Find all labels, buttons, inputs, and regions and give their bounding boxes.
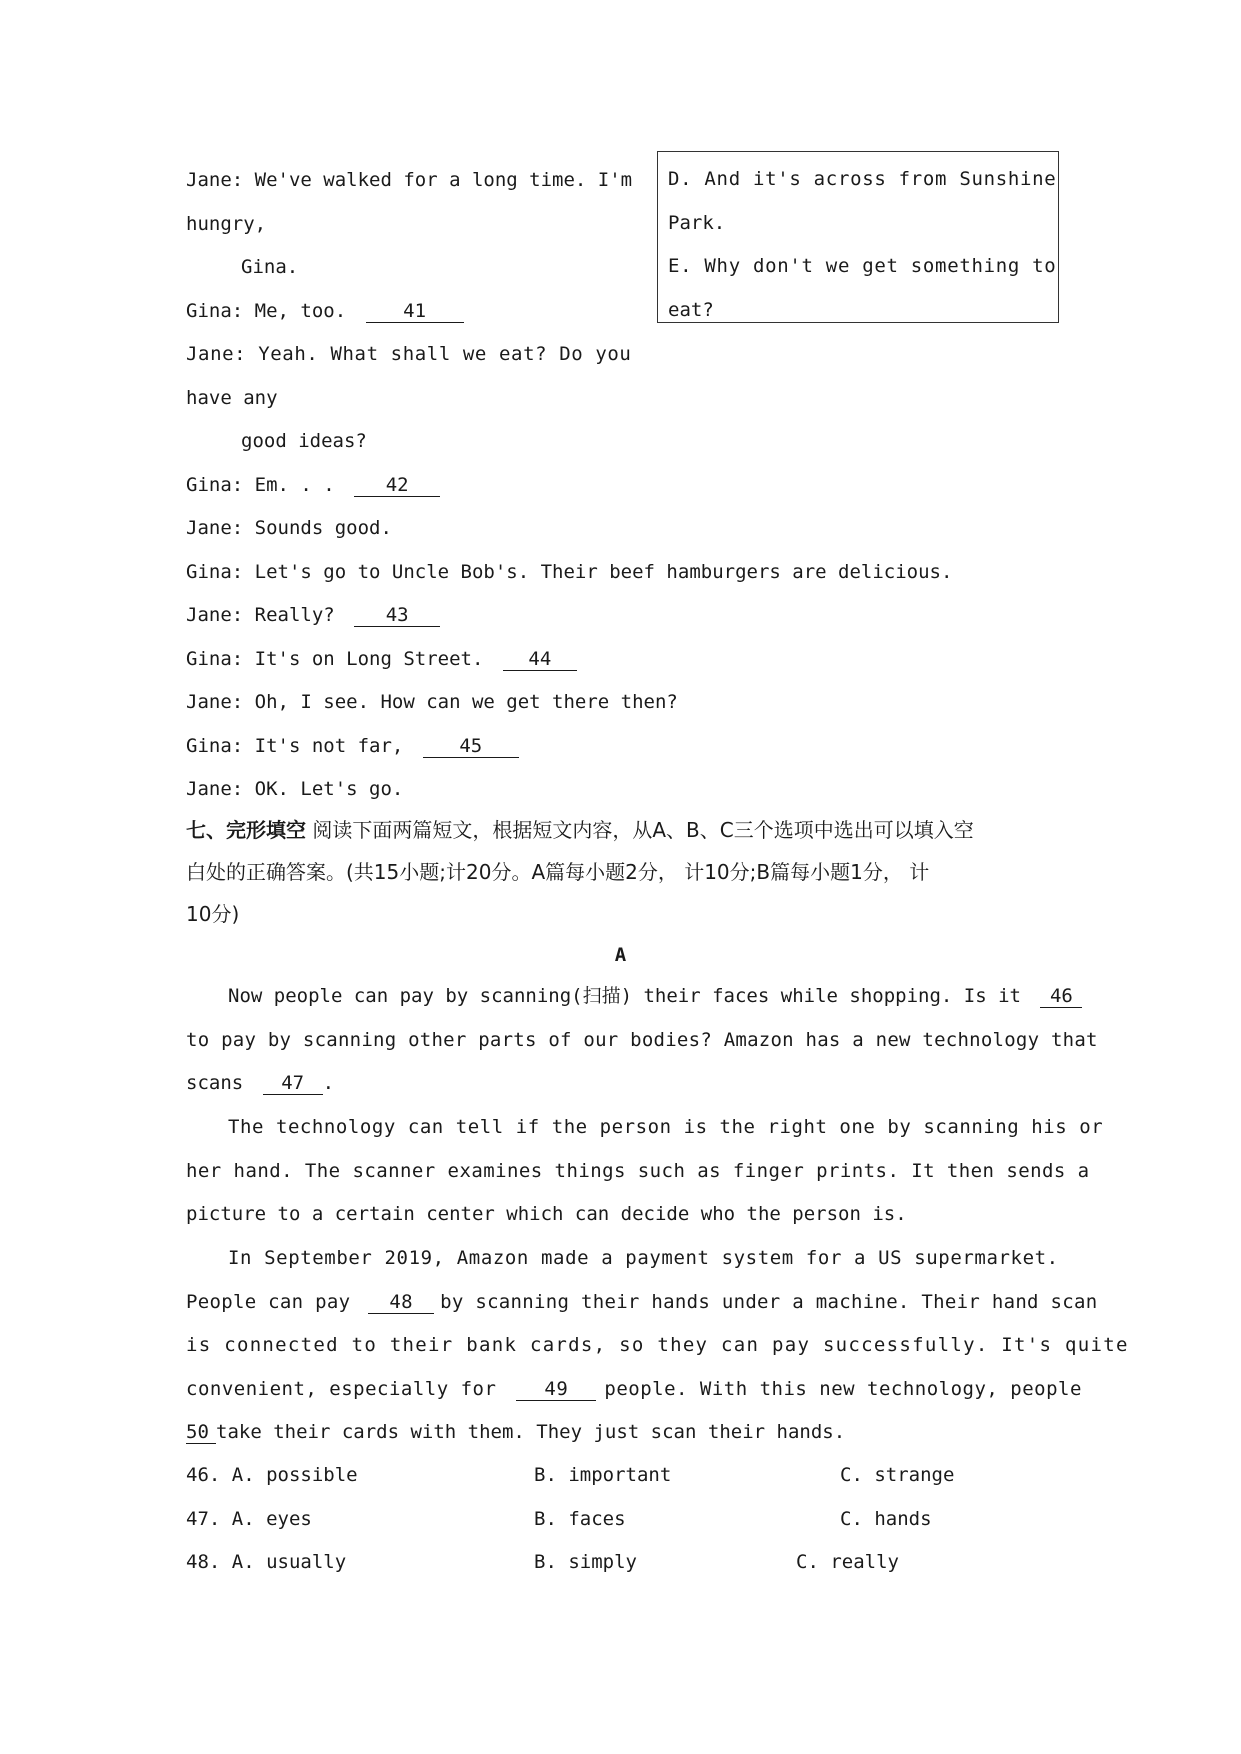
dialog-line [186,638,640,682]
dialog-line [186,290,640,334]
options-box [657,151,1059,323]
question-47-option-a[interactable]: 47. A. eyes [186,1508,312,1530]
dialog-text: Gina: It's not far, [186,734,404,757]
section-instructions [186,809,1048,935]
passage-text: scans [186,1072,244,1094]
passage-text: by scanning their hands under a machine. Their hand scan [440,1290,1098,1313]
option-d-line: D. And it's across from Sunshine [668,168,1057,190]
dialog-text: good ideas? [241,430,367,452]
option-e-line: eat? [668,298,714,321]
instruction-text: 阅读下面两篇短文，根据短文内容，从A、B、C三个选项中选出可以填入空 [312,818,974,842]
blank-43[interactable]: 43 [354,604,440,627]
passage-line: her hand. The scanner examines things such as finger prints. It then sends a [186,1159,1090,1182]
passage-paragraph [186,975,1098,1106]
question-47-option-b[interactable]: B. faces [534,1508,626,1530]
dialog-line [186,377,640,421]
passage-line: picture to a certain center which can decide who the person is. [186,1203,907,1225]
option-e-line: E. Why don't we get something to [668,255,1057,277]
passage-line: The technology can tell if the person is the right one by scanning his or [228,1116,1104,1138]
passage-line [186,1281,1098,1325]
question-48-option-c[interactable]: C. really [796,1551,899,1573]
dialog-line [186,246,640,290]
passage-text: . [322,1072,335,1094]
passage-line: to pay by scanning other parts of our bodies? Amazon has a new technology that [186,1028,1098,1051]
dialog-line [186,551,953,595]
dialog-line [186,333,640,377]
dialog-line [186,725,640,769]
question-47-option-c[interactable]: C. hands [840,1508,932,1530]
blank-46[interactable]: 46 [1040,985,1082,1008]
dialog-text: Gina: Me, too. [186,299,347,322]
dialog-line [186,681,678,725]
passage-paragraph [186,1237,1129,1455]
passage-line: is connected to their bank cards, so they can pay successfully. It's quite [186,1334,1129,1356]
blank-44[interactable]: 44 [503,648,577,671]
passage-paragraph [186,1106,1104,1237]
passage-line: In September 2019, Amazon made a payment system for a US supermarket. [228,1247,1059,1269]
dialog-text: hungry, [186,212,267,235]
dialog-line [186,203,640,247]
dialog-text: Jane: Oh, I see. How can we get there then? [186,691,678,713]
question-46-option-c[interactable]: C. strange [840,1464,955,1486]
passage-line [186,1411,1048,1455]
instruction-text: 白处的正确答案。(共15小题;计20分。A篇每小题2分， 计10分;B篇每小题1分， 计 [186,860,930,884]
passage-line [186,1368,1082,1412]
dialog-text: Jane: We've walked for a long time. I'm [186,169,633,191]
blank-42[interactable]: 42 [354,474,440,497]
dialog-text: Gina: It's on Long Street. [186,647,484,670]
passage-text: convenient, especially for [186,1377,497,1400]
passage-title: A [614,944,627,966]
dialog-text: have any [186,386,278,409]
dialog-line [186,464,640,508]
question-48-option-b[interactable]: B. simply [534,1551,637,1573]
passage-text: Now people can pay by scanning(扫描) their faces while shopping. Is it [228,985,1021,1007]
passage-line [186,1062,1048,1106]
passage-text: People can pay [186,1290,351,1313]
passage-line [186,975,1073,1019]
blank-49[interactable]: 49 [516,1378,596,1401]
dialog-text: Gina: Em. . . [186,473,335,496]
blank-41[interactable]: 41 [366,300,464,323]
question-48-option-a[interactable]: 48. A. usually [186,1551,347,1573]
option-d-line: Park. [668,211,726,234]
passage-text: people. With this new technology, people [604,1377,1082,1400]
section-heading: 七、完形填空 [186,818,306,842]
dialog-line [186,768,640,812]
dialog-line [186,507,640,551]
instruction-text: 10分) [186,902,240,926]
dialog-text: Jane: Yeah. What shall we eat? Do you [186,343,632,365]
question-46-option-a[interactable]: 46. A. possible [186,1464,358,1486]
passage-text: take their cards with them. They just scan their hands. [216,1421,846,1443]
dialog-line [186,159,640,203]
dialog-text: Gina. [241,256,299,278]
blank-47[interactable]: 47 [263,1072,323,1095]
dialog-text: Jane: Really? [186,604,335,626]
dialog-line [186,420,640,464]
blank-45[interactable]: 45 [423,735,519,758]
blank-48[interactable]: 48 [368,1291,434,1314]
question-46-option-b[interactable]: B. important [534,1464,672,1486]
dialog-line [186,594,640,638]
blank-50[interactable]: 50 [186,1421,216,1444]
dialog-text: Jane: OK. Let's go. [186,778,404,800]
dialog-text: Gina: Let's go to Uncle Bob's. Their beef hamburgers are delicious. [186,560,953,583]
dialog-text: Jane: Sounds good. [186,517,392,539]
